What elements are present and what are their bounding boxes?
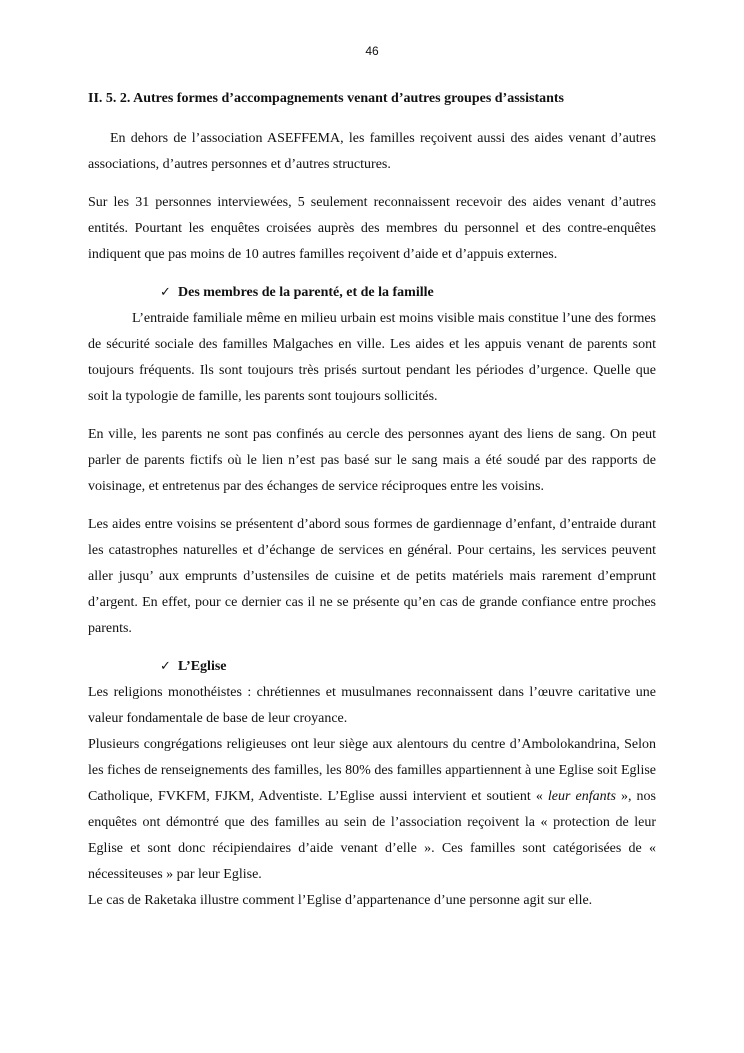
church-paragraph-3: Le cas de Raketaka illustre comment l’Eglise d’appartenance d’une personne agit sur elle. (88, 893, 593, 908)
church-paragraph-2-end: », nos enquêtes ont démontré que des familles au sein de l’association reçoivent la « protection de leur Eglise et sont donc récipiendaires d’aide venant d’elle ». Ces familles sont catégorisées de « nécessiteuses » par leur Eglise. (88, 789, 656, 882)
survey-paragraph: Sur les 31 personnes interviewées, 5 seulement reconnaissent recevoir des aides venant d’autres entités. Pourtant les enquêtes croisées auprès des membres du personnel et des contre-enquêtes indiquent que pas moins de 10 autres familles reçoivent d’aide et d’appuis externes. (88, 195, 656, 262)
checkmark-icon: ✓ (160, 659, 171, 674)
church-paragraph-2-start: Plusieurs congrégations religieuses ont leur siège aux alentours du centre d’Ambolokandrina, Selon les fiches de renseignements des familles, les 80% des familles appartiennent à une Eglise soit Eglise Catholique, FVKFM, FJKM, Adventiste. L’Eglise aussi intervient et soutient « (88, 737, 656, 804)
family-paragraph-2: En ville, les parents ne sont pas confinés au cercle des personnes ayant des liens de sang. On peut parler de parents fictifs où le lien n’est pas basé sur le sang mais a été soudé par des rapports de voisinage, et entretenus par des échanges de service réciproques entre les voisins. (88, 427, 656, 494)
intro-paragraph: En dehors de l’association ASEFFEMA, les familles reçoivent aussi des aides venant d’autres associations, d’autres personnes et d’autres structures. (88, 131, 656, 172)
bullet-family-title: Des membres de la parenté, et de la famille (178, 285, 434, 300)
family-paragraph-3: Les aides entre voisins se présentent d’abord sous formes de gardiennage d’enfant, d’entraide durant les catastrophes naturelles et d’échange de services en général. Pour certains, les services peuvent aller jusqu’ aux emprunts d’ustensiles de cuisine et de petits matériels mais rarement d’emprunt d’argent. En effet, pour ce dernier cas il ne se présente qu’en cas de grande confiance entre proches parents. (88, 517, 656, 636)
bullet-church-title: L’Eglise (178, 659, 227, 674)
checkmark-icon: ✓ (160, 285, 171, 300)
church-paragraph-2-italic: leur enfants (547, 789, 616, 804)
family-paragraph-1: L’entraide familiale même en milieu urbain est moins visible mais constitue l’une des formes de sécurité sociale des familles Malgaches en ville. Les aides et les appuis venant de parents sont toujours fréquents. Ils sont toujours très prisés surtout pendant les périodes d’urgence. Quelle que soit la typologie de famille, les parents sont toujours sollicités. (88, 311, 656, 404)
page-number: 46 (365, 44, 379, 58)
church-paragraph-2 (88, 732, 656, 888)
bullet-family (88, 280, 656, 306)
page-content (88, 86, 656, 914)
section-heading: II. 5. 2. Autres formes d’accompagnements venant d’autres groupes d’assistants (88, 91, 565, 106)
bullet-church (88, 654, 656, 680)
church-paragraph-1: Les religions monothéistes : chrétiennes et musulmanes reconnaissent dans l’œuvre caritative une valeur fondamentale de base de leur croyance. (88, 685, 656, 726)
